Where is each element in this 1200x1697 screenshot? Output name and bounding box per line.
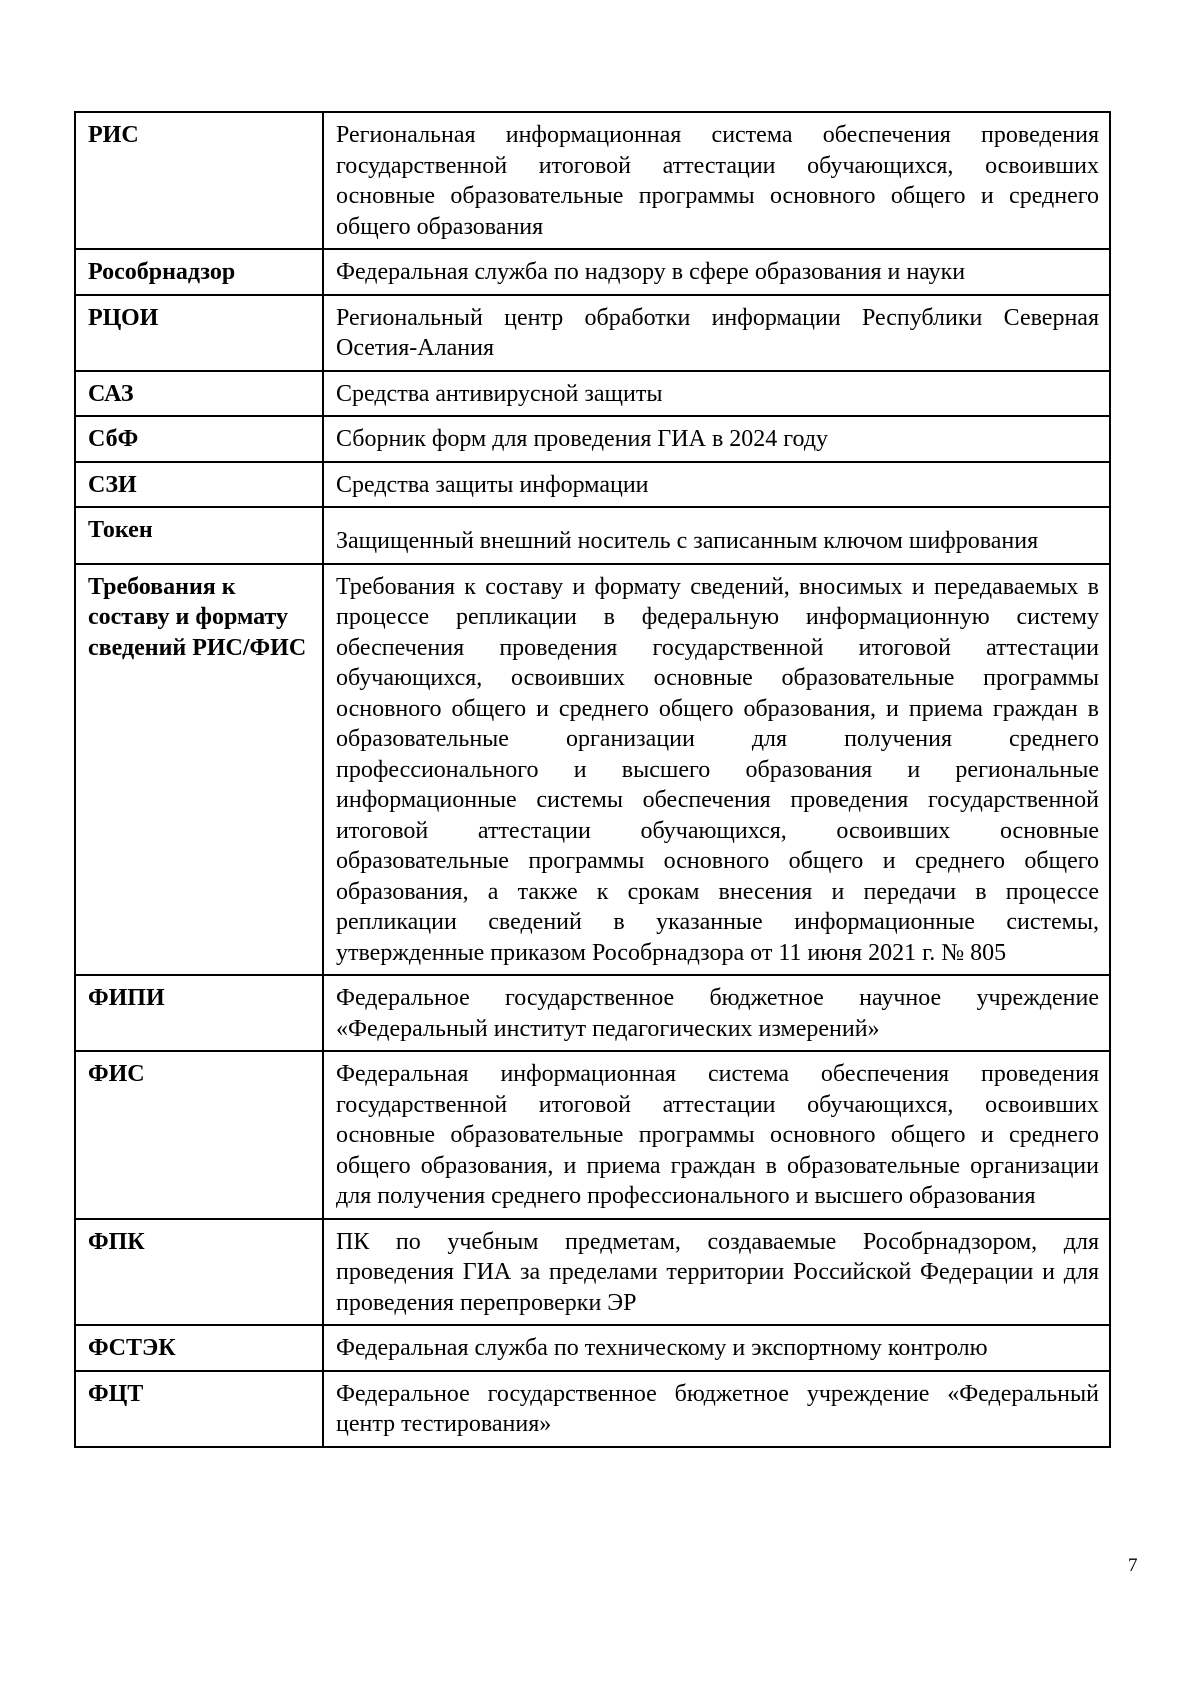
definition-cell: Средства антивирусной защиты xyxy=(323,371,1110,417)
definition-cell: Федеральное государственное бюджетное научное учреждение «Федеральный институт педагогических измерений» xyxy=(323,975,1110,1051)
table-row xyxy=(75,1219,1110,1326)
table-row xyxy=(75,462,1110,508)
definition-cell: Средства защиты информации xyxy=(323,462,1110,508)
definition-cell: Региональная информационная система обеспечения проведения государственной итоговой аттестации обучающихся, освоивших основные образовательные программы основного общего и среднего общего образования xyxy=(323,112,1110,249)
definition-cell: ПК по учебным предметам, создаваемые Рособрнадзором, для проведения ГИА за пределами территории Российской Федерации и для проведения перепроверки ЭР xyxy=(323,1219,1110,1326)
term-cell: ФИС xyxy=(75,1051,323,1219)
table-row xyxy=(75,371,1110,417)
table-row xyxy=(75,1051,1110,1219)
term-cell: РЦОИ xyxy=(75,295,323,371)
table-row xyxy=(75,416,1110,462)
definition-cell: Федеральная информационная система обеспечения проведения государственной итоговой аттестации обучающихся, освоивших основные образовательные программы основного общего и среднего общего образования, и приема граждан в образовательные организации для получения среднего профессионального и высшего образования xyxy=(323,1051,1110,1219)
term-cell: ФСТЭК xyxy=(75,1325,323,1371)
table-row xyxy=(75,112,1110,249)
table-row xyxy=(75,295,1110,371)
term-cell: РИС xyxy=(75,112,323,249)
table-row xyxy=(75,1371,1110,1447)
term-cell: ФИПИ xyxy=(75,975,323,1051)
table-row xyxy=(75,564,1110,976)
table-row xyxy=(75,507,1110,564)
page-number: 7 xyxy=(1128,1555,1138,1576)
term-cell: СЗИ xyxy=(75,462,323,508)
definition-cell: Федеральное государственное бюджетное учреждение «Федеральный центр тестирования» xyxy=(323,1371,1110,1447)
definition-cell: Региональный центр обработки информации Республики Северная Осетия-Алания xyxy=(323,295,1110,371)
definition-cell: Федеральная служба по надзору в сфере образования и науки xyxy=(323,249,1110,295)
term-cell: Токен xyxy=(75,507,323,564)
term-cell: Рособрнадзор xyxy=(75,249,323,295)
definition-cell: Сборник форм для проведения ГИА в 2024 году xyxy=(323,416,1110,462)
term-cell: СбФ xyxy=(75,416,323,462)
term-cell: САЗ xyxy=(75,371,323,417)
term-cell: ФЦТ xyxy=(75,1371,323,1447)
term-cell: ФПК xyxy=(75,1219,323,1326)
abbreviations-table xyxy=(74,111,1111,1448)
table-row xyxy=(75,249,1110,295)
definition-cell: Требования к составу и формату сведений, вносимых и передаваемых в процессе репликации в федеральную информационную систему обеспечения проведения государственной итоговой аттестации обучающихся, освоивших основные образовательные программы основного общего и среднего общего образования, и приема граждан в образовательные организации для получения среднего профессионального и высшего образования и региональные информационные системы обеспечения проведения государственной итоговой аттестации обучающихся, освоивших основные образовательные программы основного общего и среднего общего образования, а также к срокам внесения и передачи в процессе репликации сведений в указанные информационные системы, утвержденные приказом Рособрнадзора от 11 июня 2021 г. № 805 xyxy=(323,564,1110,976)
table-row xyxy=(75,1325,1110,1371)
term-cell: Требования к составу и формату сведений РИС/ФИС xyxy=(75,564,323,976)
definition-cell: Федеральная служба по техническому и экспортному контролю xyxy=(323,1325,1110,1371)
definition-cell: Защищенный внешний носитель с записанным ключом шифрования xyxy=(323,507,1110,564)
table-row xyxy=(75,975,1110,1051)
